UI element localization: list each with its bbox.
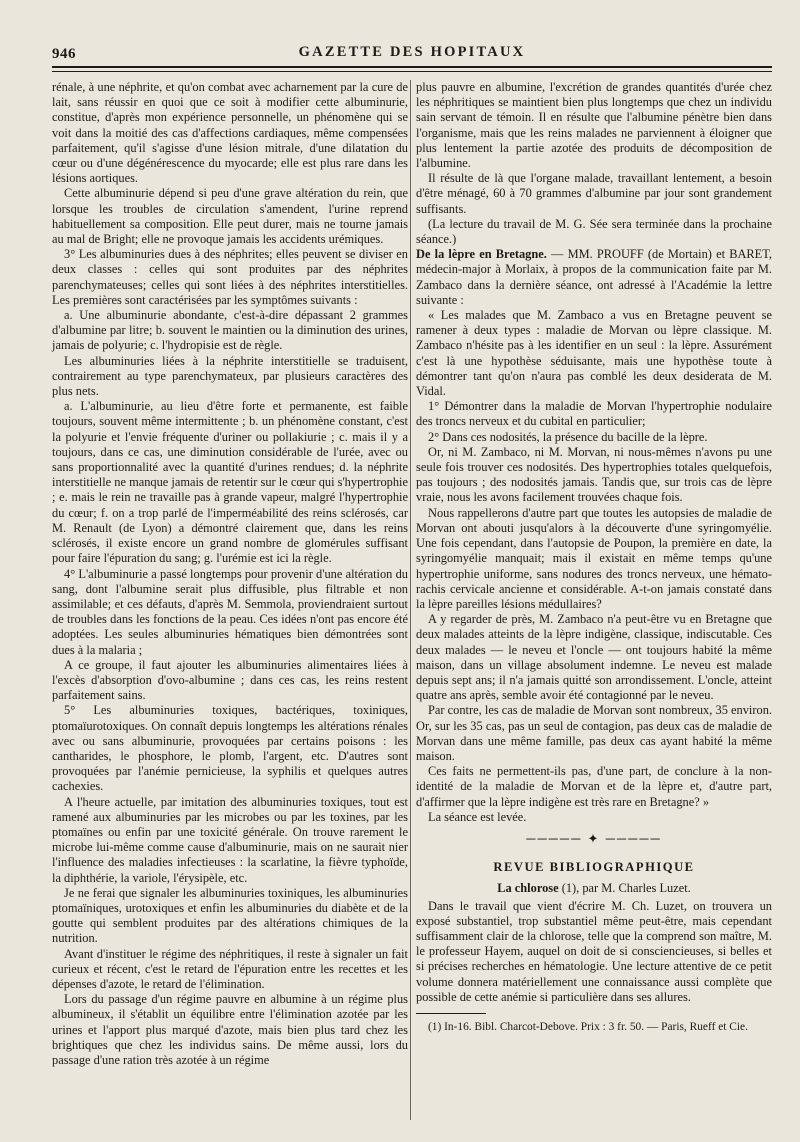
right-column xyxy=(416,80,772,1035)
paragraph: Lors du passage d'un régime pauvre en albumine à un régime plus albumineux, il s'établit un équilibre entre l'élimination azotée par les urines et l'apport plus marqué d'azote, mais bien plus tard chez les brightiques que chez les individus sains. De même aussi, lors du passage d'une ration très azotée à un régime xyxy=(52,992,408,1067)
header-rule-thin xyxy=(52,71,772,72)
book-title: La chlorose xyxy=(497,881,559,896)
review-body xyxy=(416,899,772,1005)
journal-title: GAZETTE DES HOPITAUX xyxy=(298,44,526,60)
paragraph: A y regarder de près, M. Zambaco n'a peut-être vu en Bretagne que deux malades atteints de la lèpre indigène, classique, indiscutable. Ces deux malades — le neveu et l'oncle — ont toujours habité la même maison, dans un village absolument indemne. Le neveu est malade depuis sept ans; il n'a jamais quitté son arrondissement. L'oncle, atteint quatre ans après, semble avoir été contagionné par le neveu. xyxy=(416,612,772,703)
paragraph: Par contre, les cas de maladie de Morvan sont nombreux, 35 environ. Or, sur les 35 cas, pas un seul de contagion, pas deux cas de maladie de Morvan dans une même famille, pas deux cas ayant habité la même maison. xyxy=(416,703,772,763)
paragraph: a. L'albuminurie, au lieu d'être forte et permanente, est faible toujours, souvent même intermittente ; b. un phénomène constant, c'est la polyurie et l'envie fréquente d'uriner ou pollakiurie ; c. mais il y a toujours, dans ce cas, une diminution considérable de l'urée, avec ou sans proportionnalité avec la quantité d'urines rendues; d. la néphrite interstitielle ne manque jamais de retentir sur le cœur qui s'hypertrophie ; e. mais le rein ne travaille pas à grande vapeur, malgré l'hypertrophie du cœur; f. on a trop parlé de l'imperméabilité des reins sclérosés, car M. Renault (de Lyon) a démontré clairement que, dans les reins sclérosés, il existe encore un grand nombre de glomérules suffisant pour faire l'épuration du sang; g. l'urémie est ici la règle. xyxy=(52,399,408,566)
book-title-line xyxy=(416,881,772,896)
paragraph: Il résulte de là que l'organe malade, travaillant lentement, a besoin d'être ménagé, 60 à 70 grammes d'albumine par jour sont grandement suffisants. xyxy=(416,171,772,216)
section-ornament: ───── ✦ ───── xyxy=(526,830,662,846)
right-column-continuation xyxy=(416,80,772,247)
paragraph: Je ne ferai que signaler les albuminuries toxiniques, les albuminuries ptomaïniques, urotoxiques et enfin les albuminuries du diabète et de la goutte qui semblent produites par des altérations chimiques de la nutrition. xyxy=(52,885,408,946)
paragraph: Avant d'instituer le régime des néphritiques, il reste à signaler un fait curieux et récent, c'est le retard de l'épuration entre les recettes et les dépenses d'azote, le retard de l'élimination. xyxy=(52,946,408,991)
paragraph: Or, ni M. Zambaco, ni M. Morvan, ni nous-mêmes n'avons pu une seule fois trouver ces nodosités. Des hypertrophies totales quelquefois, pas toujours ; des nodosités jamais. Tandis que, sur trois cas de lèpre vraie, nous les avons facilement trouvées chaque fois. xyxy=(416,444,772,505)
paragraph: Cette albuminurie dépend si peu d'une grave altération du rein, que lorsque les troubles de circulation s'amendent, l'urine reprend habituellement sa composition. Elle peut durer, mais ne tourne jamais au mal de Bright; elle ne provoque jamais les accidents urémiques. xyxy=(52,186,408,247)
paragraph: rénale, à une néphrite, et qu'on combat avec acharnement par la cure de lait, sans réussir en quoi que ce soit à modifier cette albuminurie, constitue, d'après mon expérience personnelle, un phénomène qui se voit dans la moitié des cas d'affections cardiaques, même compensées parfaitement, qu'il s'agisse d'une lésion mitrale, d'une dilatation du cœur ou d'une dégénérescence du myocarde; elle est plus rare dans les lésions aortiques. xyxy=(52,80,408,186)
lepre-article-title: De la lèpre en Bretagne. xyxy=(416,247,547,262)
paragraph: A ce groupe, il faut ajouter les albuminuries alimentaires liées à l'excès d'absorption d'ovo-albumine ; dans ces cas, les reins restent parfaitement sains. xyxy=(52,657,408,703)
footnote-rule xyxy=(416,1013,486,1014)
left-column xyxy=(52,80,408,1068)
paragraph: a. Une albuminurie abondante, c'est-à-dire dépassant 2 grammes d'albumine par litre; b. souvent le maintien ou la diminution des urines, jamais de polyurie; c. l'hydropisie est de règle. xyxy=(52,308,408,353)
paragraph: La séance est levée. xyxy=(428,809,527,824)
page-header xyxy=(52,36,772,76)
paragraph: 2° Dans ces nodosités, la présence du bacille de la lèpre. xyxy=(428,429,708,444)
lepre-section-intro xyxy=(416,247,772,308)
lepre-article-intro: — MM. PROUFF (de Mortain) et BARET, médecin-major à Morlaix, à propos de la communication faite par M. Zambaco dans la dernière séance, ont adressé à l'Académie la lettre suivante : xyxy=(416,247,772,307)
review-heading: REVUE BIBLIOGRAPHIQUE xyxy=(493,860,695,875)
header-rule-thick xyxy=(52,66,772,68)
paragraph: « Les malades que M. Zambaco a vus en Bretagne peuvent se ramener à deux types : maladie de Morvan ou lèpre classique. M. Zambaco n'hésite pas à les identifier en un seul : la lèpre. Assurément c'est là une hypothèse séduisante, mais une hypothèse toute à démontrer tant qu'on n'aura pas comblé les deux desiderata de M. Vidal. xyxy=(416,308,772,399)
paragraph: 3° Les albuminuries dues à des néphrites; elles peuvent se diviser en deux classes : celles qui sont produites par des néphrites parenchymateuses; celles qui sont liées à des néphrites interstitielles. Les premières sont caractérisées par les symptômes suivants : xyxy=(52,247,408,307)
footnote: (1) In-16. Bibl. Charcot-Debove. Prix : 3 fr. 50. — Paris, Rueff et Cie. xyxy=(428,1020,748,1033)
paragraph: Ces faits ne permettent-ils pas, d'une part, de conclure à la non-identité de la maladie de Morvan et de la lèpre et, d'autre part, d'affirmer que la lèpre indigène est très rare en Bretagne? » xyxy=(416,764,772,809)
paragraph: plus pauvre en albumine, l'excrétion de grandes quantités d'urée chez les néphritiques se maintient bien plus longtemps que chez un individu sain servant de témoin. Il en résulte que l'albumine pénètre bien dans l'organisme, mais que les reins malades ne parviennent à éloigner que plus lentement la partie azotée des produits de décomposition de l'albumine. xyxy=(416,80,772,171)
paragraph: A l'heure actuelle, par imitation des albuminuries toxiques, tout est ramené aux albuminuries par les microbes ou par les toxines, par les ptomaïnes ou enfin par une toxicité générale. On trouve rarement le microbe lui-même comme cause d'albuminurie, mais on ne saurait nier l'influence des maladies infectieuses : la scarlatine, la fièvre typhoïde, la diphthérie, la variole, l'érysipèle, etc. xyxy=(52,794,408,885)
book-reference: (1), par M. Charles Luzet. xyxy=(558,881,691,896)
lepre-letter xyxy=(416,308,772,825)
page-number: 946 xyxy=(52,46,76,62)
paragraph: 5° Les albuminuries toxiques, bactériques, toxiniques, ptomaïurotoxiques. On connaît depuis longtemps les altérations rénales avec ou sans albuminurie, provoquées par certains poisons : les cantharides, le phosphore, le plomb, l'argent, etc. D'autres sont provoquées par l'anémie pernicieuse, la syphilis et quelques autres cachexies. xyxy=(52,703,408,794)
paragraph: Nous rappellerons d'autre part que toutes les autopsies de maladie de Morvan ont abouti jusqu'alors à la découverte d'une syringomyélie. Une fois cependant, dans l'autopsie de Poupon, la première en date, la syringomyélie manquait; mais il existait en même temps qu'une hypertrophie uniforme, sans nodures des troncs nerveux, une hémato-rachis cervicale ancienne et considérable. A-t-on jamais constaté dans la lèpre pareilles lésions médullaires? xyxy=(416,505,772,611)
paragraph: 4° L'albuminurie a passé longtemps pour provenir d'une altération du sang, dont l'albumine serait plus diffusible, plus filtrable et non assimilable; et ces défauts, d'après M. Semmola, proviendraient surtout de troubles dans les fonctions de la peau. Ces idées n'ont pas encore été adoptées. Les seules albuminuries hématiques bien démontrées sont dues à la malaria ; xyxy=(52,566,408,657)
column-divider xyxy=(410,80,411,1120)
paragraph: 1° Démontrer dans la maladie de Morvan l'hypertrophie nodulaire des troncs nerveux et du cubital en particulier; xyxy=(416,399,772,429)
paragraph: Les albuminuries liées à la néphrite interstitielle se traduisent, contrairement au type parenchymateux, par plusieurs caractères des plus nets. xyxy=(52,353,408,399)
paragraph: Dans le travail que vient d'écrire M. Ch. Luzet, on trouvera un exposé substantiel, trop substantiel même peut-être, mais cependant suffisamment clair de la chlorose, telle que la comprend son maître, M. le professeur Hayem, auquel on doit de si consciencieuses, si belles et si précises recherches en hématologie. Une lecture attentive de ce petit volume donnera matériellement une connaissance aussi complète que possible de cette anémie si particulière dans ses allures. xyxy=(416,898,772,1004)
paragraph: (La lecture du travail de M. G. Sée sera terminée dans la prochaine séance.) xyxy=(416,216,772,247)
